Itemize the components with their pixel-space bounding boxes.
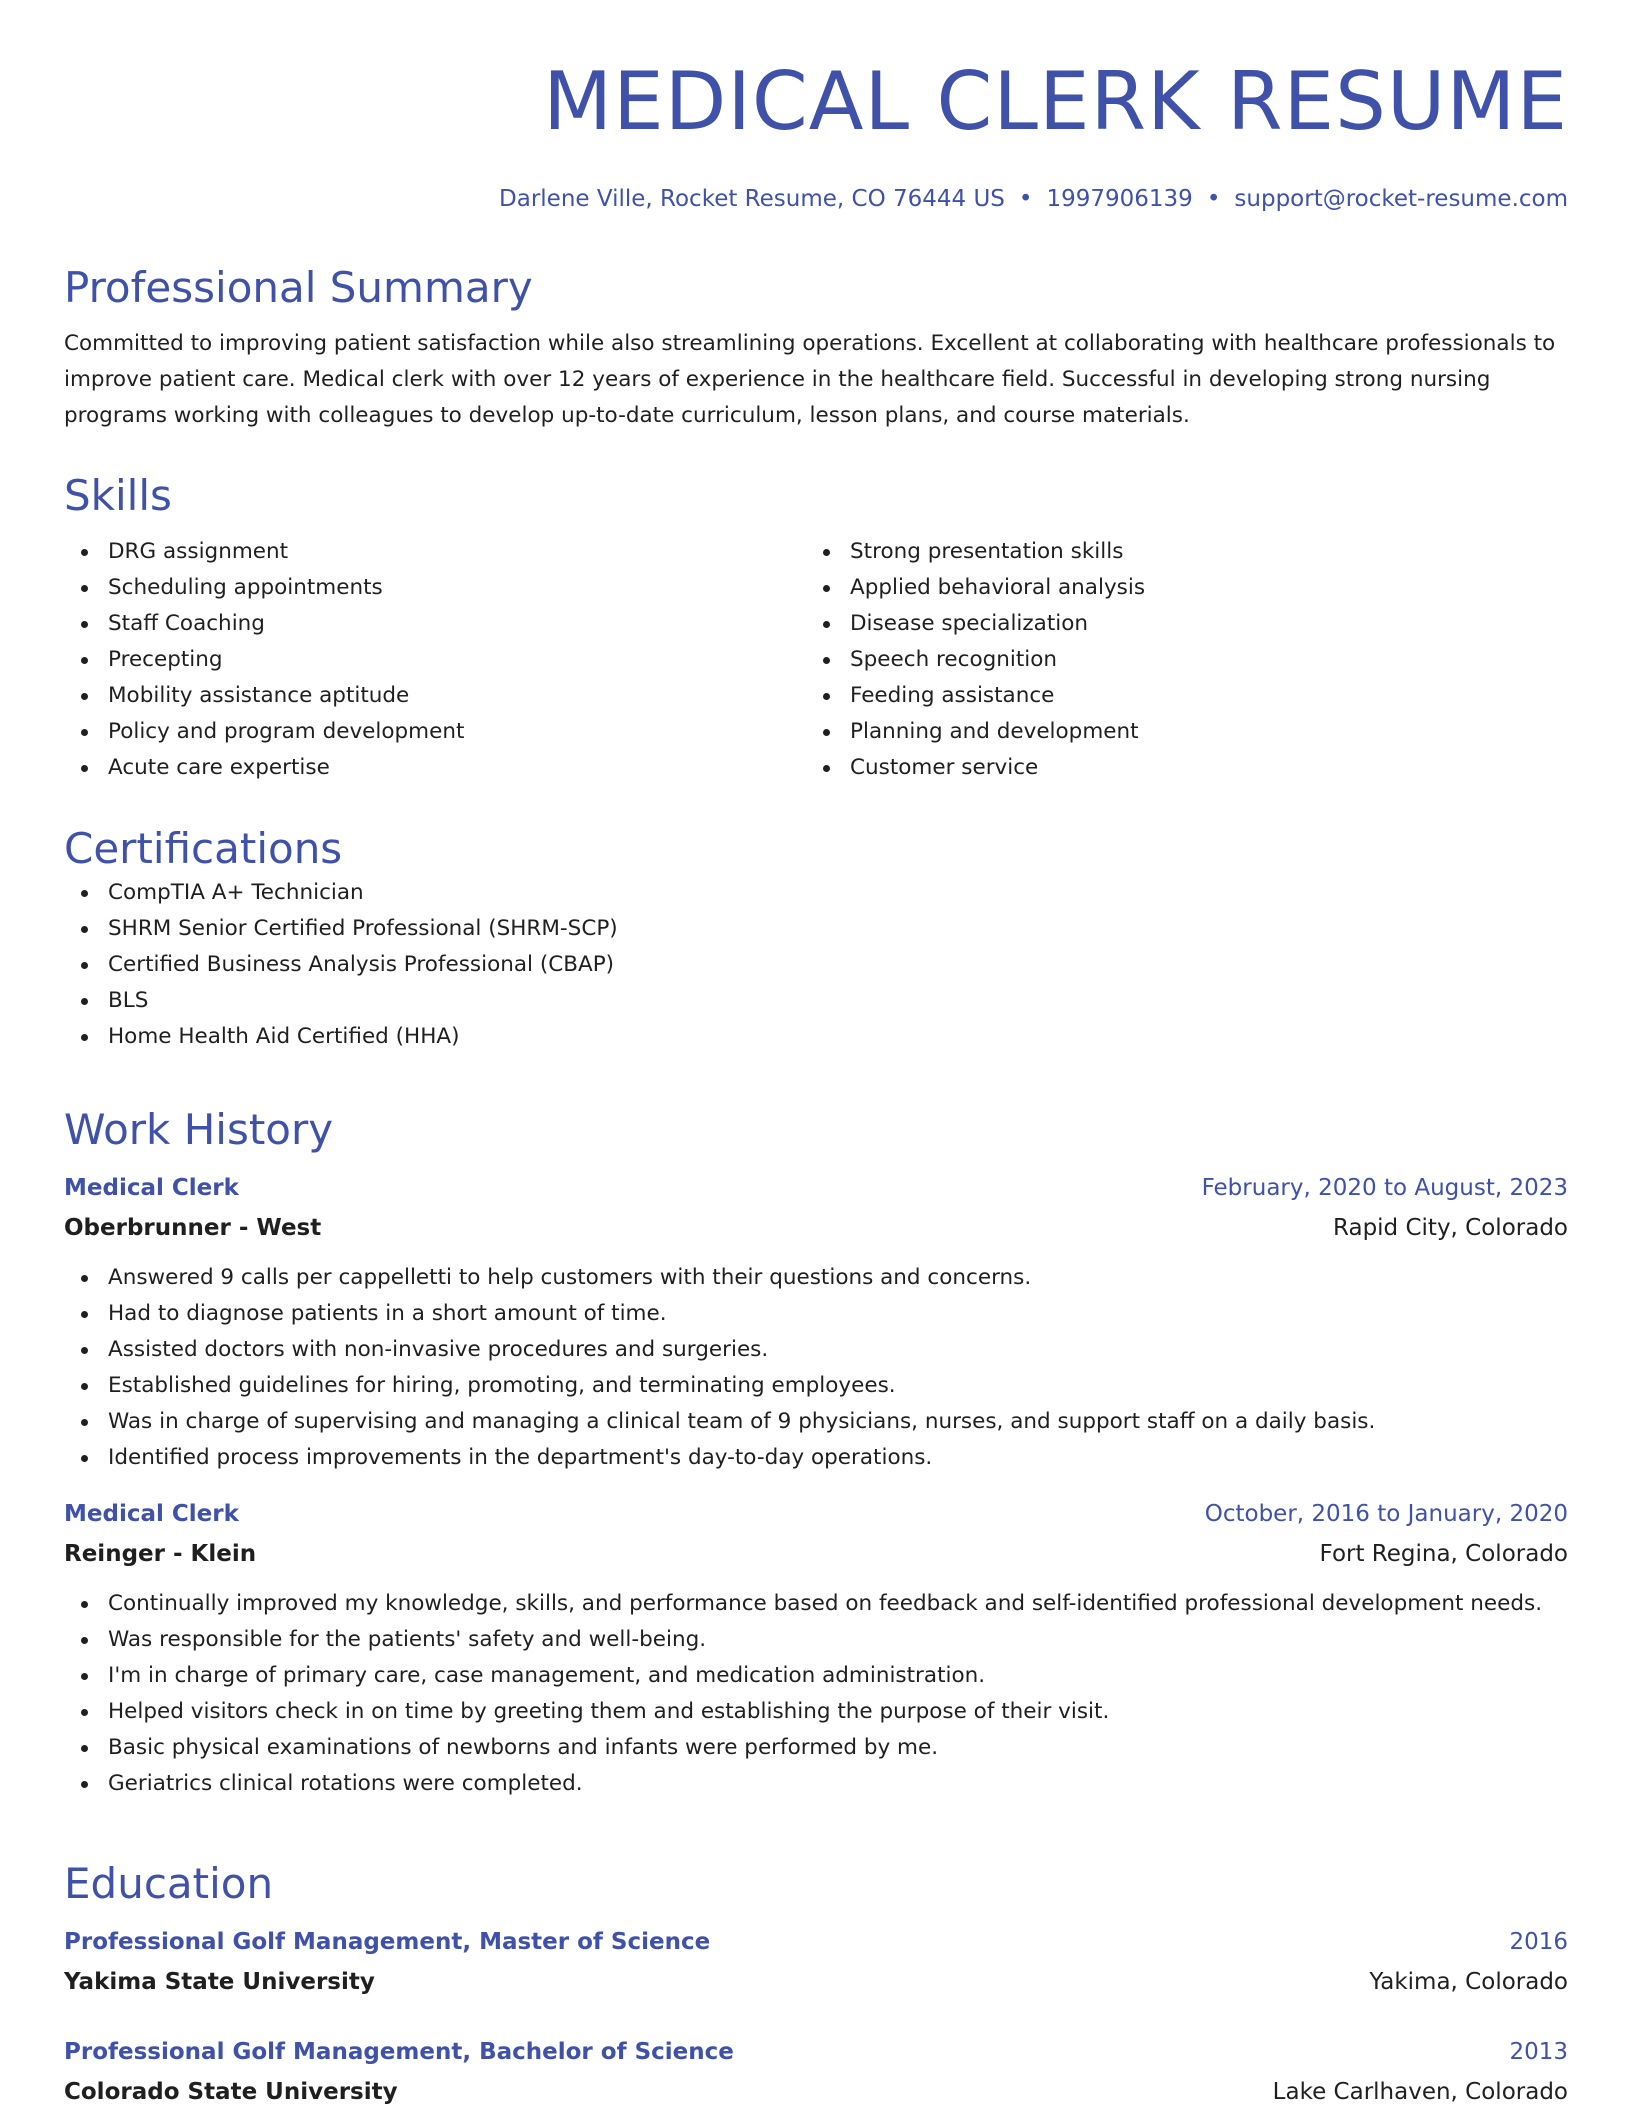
certifications-heading: Certifications [64,824,343,873]
skills-list-left [64,534,806,786]
resume-header [64,0,1568,214]
certification-item: Home Health Aid Certified (HHA) [64,1019,1568,1055]
contact-separator: • [1206,186,1221,212]
summary-text: Committed to improving patient satisfaction while also streamlining operations. Excellent at collaborating with healthcare professionals to improve patient care. Medical clerk with over 12 years of experience in the healthcare field. Successful in developing strong nursing programs working with colleagues to develop up-to-date curriculum, lesson plans, and course materials. [64,331,1556,428]
skill-item: DRG assignment [64,534,806,570]
job-duty-item: Geriatrics clinical rotations were completed. [64,1766,1568,1802]
job-duty-item: Helped visitors check in on time by greeting them and establishing the purpose of their visit. [64,1694,1568,1730]
skills-list-right [806,534,1548,786]
summary-section [64,262,1568,434]
job-company-row [64,1208,1568,1248]
job-company-row [64,1534,1568,1574]
job-duty-item: I'm in charge of primary care, case management, and medication administration. [64,1658,1568,1694]
skill-item: Customer service [806,750,1548,786]
contact-phone[interactable]: 1997906139 [1046,186,1193,212]
job-duty-item: Was in charge of supervising and managing a clinical team of 9 physicians, nurses, and support staff on a daily basis. [64,1404,1568,1440]
job-location: Fort Regina, Colorado [1319,1541,1568,1567]
education-school-row [64,1962,1568,2002]
skill-item: Speech recognition [806,642,1548,678]
job-duty-item: Identified process improvements in the department's day-to-day operations. [64,1440,1568,1476]
summary-heading: Professional Summary [64,263,533,312]
skill-item: Precepting [64,642,806,678]
education-location: Yakima, Colorado [1369,1969,1568,1995]
job-title-row [64,1168,1568,1208]
education-school-row [64,2072,1568,2112]
education-entry [64,2032,1568,2112]
education-degree: Professional Golf Management, Bachelor of Science [64,2039,734,2065]
job-duty-item: Assisted doctors with non-invasive procedures and surgeries. [64,1332,1568,1368]
job-title-row [64,1494,1568,1534]
job-dates: February, 2020 to August, 2023 [1201,1175,1568,1201]
skills-section [64,470,1568,786]
job-company: Reinger - Klein [64,1541,257,1567]
education-school: Yakima State University [64,1969,375,1995]
skill-item: Mobility assistance aptitude [64,678,806,714]
job-company: Oberbrunner - West [64,1215,322,1241]
skill-item: Applied behavioral analysis [806,570,1548,606]
skill-item: Disease specialization [806,606,1548,642]
job-duty-item: Established guidelines for hiring, promoting, and terminating employees. [64,1368,1568,1404]
skill-item: Strong presentation skills [806,534,1548,570]
skill-item: Scheduling appointments [64,570,806,606]
education-year: 2016 [1509,1929,1568,1955]
education-year: 2013 [1509,2039,1568,2065]
job-duty-item: Answered 9 calls per cappelletti to help customers with their questions and concerns. [64,1260,1568,1296]
skills-grid [64,534,1568,786]
skill-item: Staff Coaching [64,606,806,642]
job-duty-item: Was responsible for the patients' safety and well-being. [64,1622,1568,1658]
job-duty-item: Continually improved my knowledge, skills, and performance based on feedback and self-identified professional development needs. [64,1586,1568,1622]
skill-item: Policy and program development [64,714,806,750]
certification-item: Certified Business Analysis Professional (CBAP) [64,947,1568,983]
skills-column-right [806,534,1548,786]
contact-line [64,184,1568,214]
certification-item: CompTIA A+ Technician [64,875,1568,911]
certifications-list [64,875,1568,1055]
skills-column-left [64,534,806,786]
job-role: Medical Clerk [64,1175,239,1201]
job-location: Rapid City, Colorado [1333,1215,1568,1241]
education-degree-row [64,1922,1568,1962]
work-history-section [64,1104,1568,1802]
contact-address: Darlene Ville, Rocket Resume, CO 76444 US [499,186,1005,212]
skills-heading: Skills [64,471,172,520]
job-entry [64,1168,1568,1476]
education-heading: Education [64,1859,274,1908]
job-duties-list [64,1586,1568,1802]
job-duties-list [64,1260,1568,1476]
education-section [64,1858,1568,2112]
work-history-heading: Work History [64,1105,334,1154]
skill-item: Feeding assistance [806,678,1548,714]
education-entry [64,1922,1568,2002]
education-degree-row [64,2032,1568,2072]
education-school: Colorado State University [64,2079,398,2105]
certification-item: BLS [64,983,1568,1019]
education-degree: Professional Golf Management, Master of Science [64,1929,711,1955]
certifications-section [64,823,1568,1055]
certification-item: SHRM Senior Certified Professional (SHRM-SCP) [64,911,1568,947]
job-role: Medical Clerk [64,1501,239,1527]
resume-title: MEDICAL CLERK RESUME [543,55,1568,148]
education-location: Lake Carlhaven, Colorado [1272,2079,1568,2105]
job-duty-item: Had to diagnose patients in a short amount of time. [64,1296,1568,1332]
skill-item: Acute care expertise [64,750,806,786]
contact-separator: • [1018,186,1033,212]
job-dates: October, 2016 to January, 2020 [1204,1501,1568,1527]
contact-email[interactable]: support@rocket-resume.com [1234,186,1568,212]
job-duty-item: Basic physical examinations of newborns and infants were performed by me. [64,1730,1568,1766]
skill-item: Planning and development [806,714,1548,750]
job-entry [64,1494,1568,1802]
